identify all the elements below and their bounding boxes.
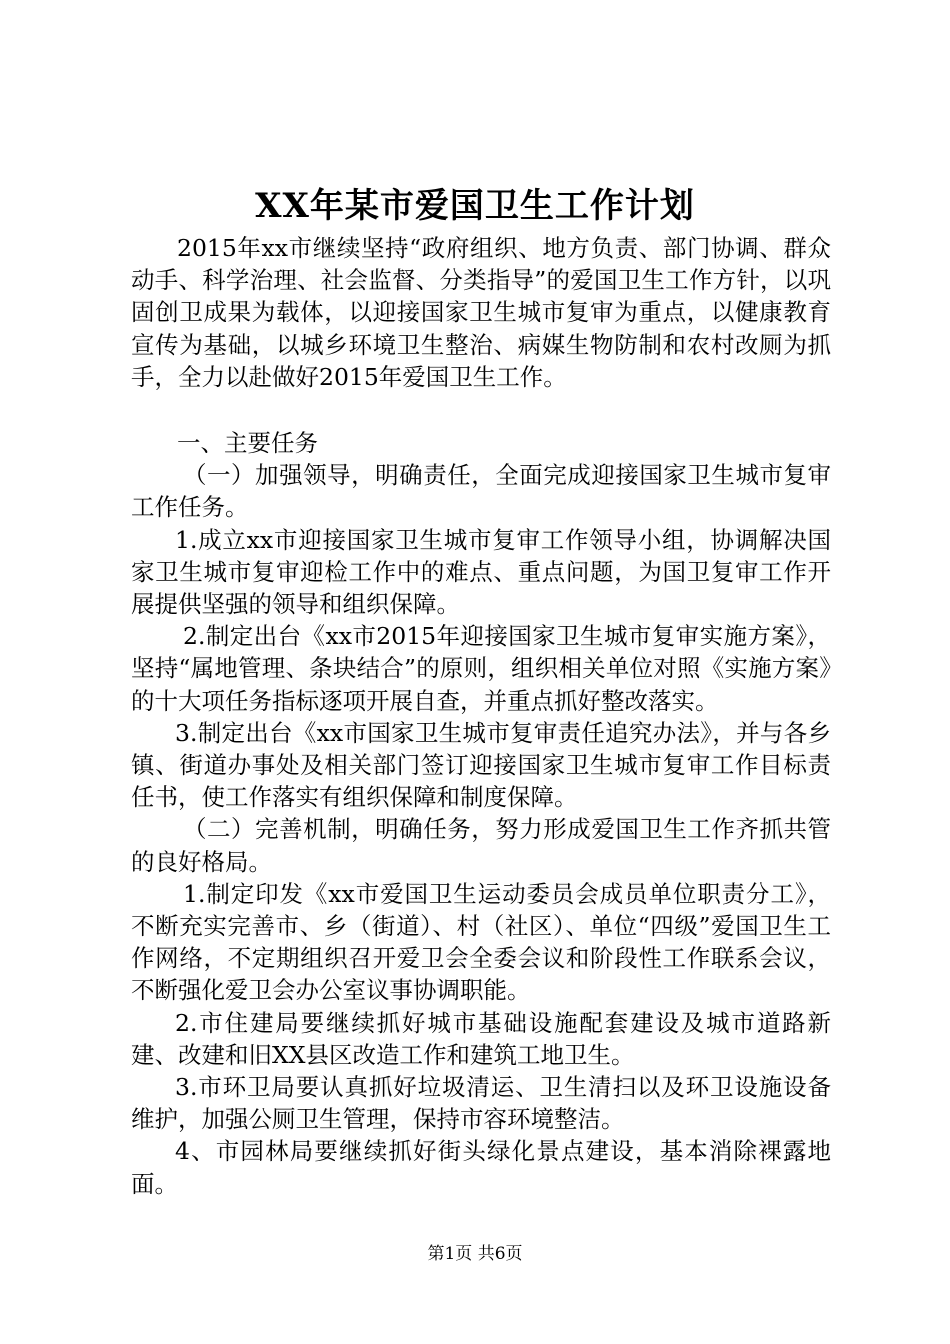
document-title: XX年某市爱国卫生工作计划 [255,186,695,226]
document-body [131,232,831,1200]
list-item: 1.制定印发《xx市爱国卫生运动委员会成员单位职责分工》，不断充实完善市、乡（街道）、村（社区）、单位“四级”爱国卫生工作网络，不定期组织召开爱卫会全委会议和阶段性工作联系会议，不断强化爱卫会办公室议事协调职能。 [131,879,831,1005]
subsection-heading-1: （一）加强领导，明确责任，全面完成迎接国家卫生城市复审工作任务。 [131,461,831,522]
page-number-footer: 第1页 共6页 [427,1244,523,1264]
list-item: 3.制定出台《xx市国家卫生城市复审责任追究办法》，并与各乡镇、街道办事处及相关部门签订迎接国家卫生城市复审工作目标责任书，使工作落实有组织保障和制度保障。 [131,718,831,812]
intro-paragraph: 2015年xx市继续坚持“政府组织、地方负责、部门协调、群众动手、科学治理、社会监督、分类指导”的爱国卫生工作方针，以巩固创卫成果为载体，以迎接国家卫生城市复审为重点，以健康教育宣传为基础，以城乡环境卫生整治、病媒生物防制和农村改厕为抓手，全力以赴做好2015年爱国卫生工作。 [131,234,831,391]
list-item: 4、市园林局要继续抓好街头绿化景点建设，基本消除裸露地面。 [131,1137,831,1198]
list-item: 1.成立xx市迎接国家卫生城市复审工作领导小组，协调解决国家卫生城市复审迎检工作中的难点、重点问题，为国卫复审工作开展提供坚强的领导和组织保障。 [131,525,831,619]
list-item: 2.市住建局要继续抓好城市基础设施配套建设及城市道路新建、改建和旧XX县区改造工作和建筑工地卫生。 [131,1008,831,1069]
section-heading-main-tasks: 一、主要任务 [177,429,318,458]
list-item: 3.市环卫局要认真抓好垃圾清运、卫生清扫以及环卫设施设备维护，加强公厕卫生管理，保持市容环境整洁。 [131,1073,831,1134]
subsection-heading-2: （二）完善机制，明确任务，努力形成爱国卫生工作齐抓共管的良好格局。 [131,815,831,876]
list-item: 2.制定出台《xx市2015年迎接国家卫生城市复审实施方案》，坚持“属地管理、条块结合”的原则，组织相关单位对照《实施方案》的十大项任务指标逐项开展自查，并重点抓好整改落实。 [131,622,831,715]
